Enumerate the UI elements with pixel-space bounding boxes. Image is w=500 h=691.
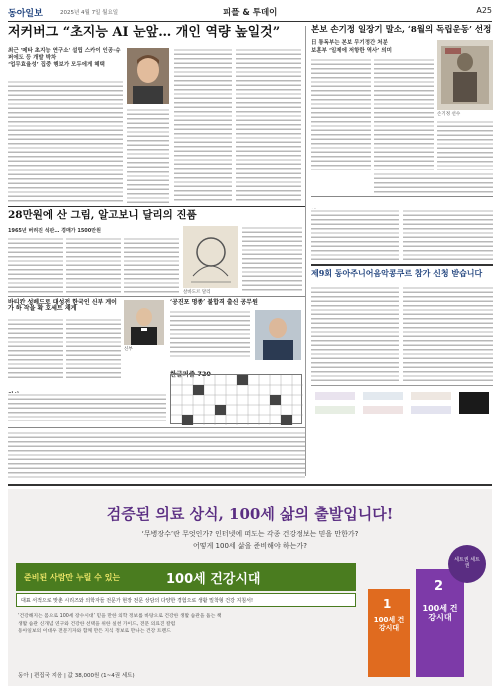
zuckerberg-body-col1 <box>8 80 123 203</box>
book-title: 100세 건강시대 <box>373 616 405 632</box>
ad-line2: 어떻게 100세 삶을 준비해야 하는가? <box>193 542 307 550</box>
section-title: 피플 & 투데이 <box>223 8 278 18</box>
crossword-grid-icon <box>171 375 303 425</box>
quiz-header <box>170 361 302 378</box>
bugo-body-col1 <box>311 209 399 261</box>
bugo-wrap <box>311 199 493 209</box>
ad-badge-title: 100세 건강시대 <box>166 572 261 587</box>
bonjo-body-col4 <box>374 172 493 194</box>
dali-headline[interactable]: 28만원에 산 그림, 알고보니 달리의 진품 <box>8 209 197 221</box>
page-number: A25 <box>476 6 492 15</box>
zuckerberg-photo <box>127 48 169 104</box>
bonjo-headline[interactable]: 본보 손기정 일장기 말소, ‘8월의 독립운동’ 선정 <box>311 25 492 35</box>
dali-painting-photo <box>183 226 238 288</box>
archival-photo-image <box>437 40 493 110</box>
bonjo-subhead: 보훈부 ‘일제에 저항한 역사’ 의미 <box>311 48 392 54</box>
zuckerberg-subhead: ‘업무효율성’ 집중 행보가 모두에게 혜택 <box>8 62 105 68</box>
priest-portrait-image <box>124 300 164 345</box>
bonjo-lead: 日 통독부는 본보 무기정간 처분 <box>311 40 388 46</box>
zuckerberg-body-col1b <box>127 108 169 203</box>
ad-strip-text: 대표 서적으로 맞춘 시리즈와 의학자들 전문가 현장 전문 상담의 다양한 경험으로 생활 밀착형 건강 지침서! <box>21 598 253 604</box>
priest-caption: 신부 <box>124 347 133 352</box>
newspaper-logo[interactable]: 동아일보 <box>8 9 43 19</box>
sponsor-logos <box>311 385 493 425</box>
quiz-title: 한글퍼즐 720 <box>170 370 211 378</box>
notice-body-col1 <box>311 286 399 381</box>
dali-body-col3 <box>124 237 179 293</box>
ad-top-rule <box>8 484 492 486</box>
sponsor-logo-6 <box>411 406 451 414</box>
people-label-wrap <box>8 382 166 392</box>
bottom-left-body <box>8 431 305 479</box>
section-rule <box>8 296 305 297</box>
ad-bullet: 생활 습관 신개념 연구와 건강한 선택을 위한 실천 가이드, 전문 의료진 칼럼 <box>18 621 176 627</box>
sponsor-logo-4 <box>315 406 355 414</box>
ad-green-banner <box>16 563 356 591</box>
priest-body-col1 <box>8 318 63 378</box>
section-rule <box>311 264 493 266</box>
book-advertisement[interactable] <box>8 489 492 686</box>
priest-body-col2 <box>66 318 121 378</box>
official-headline[interactable]: ‘공진포 명종’ 불합격 출신 공무원 <box>170 299 258 306</box>
portrait-image <box>127 48 169 104</box>
set-badge <box>448 545 486 583</box>
official-portrait-image <box>255 310 301 360</box>
ad-strip <box>16 593 356 607</box>
people-body <box>8 393 166 421</box>
section-rule <box>8 427 305 428</box>
ad-bullet-list <box>18 613 354 636</box>
ad-headline: 검증된 의료 상식, 100세 삶의 출발입니다! <box>106 505 394 523</box>
set-badge-text: 세트권 세트권 <box>454 557 480 569</box>
painting-image <box>183 226 238 288</box>
book-title: 100세 건강시대 <box>422 604 458 622</box>
sun-kijung-photo <box>437 40 493 110</box>
ad-bullet: ‘건강해지는 몸으로 100세 장수시대’ 믿을 만한 의학 정보를 바탕으로 건강한 생활 습관을 돕는 책 <box>18 614 222 619</box>
section-rule <box>311 196 493 197</box>
section-rule <box>8 206 305 207</box>
zuckerberg-headline[interactable]: 저커버그 “초지능 AI 눈앞… 개인 역량 높일것” <box>8 25 281 40</box>
book-volume: 2 <box>434 579 444 594</box>
ad-badge-left: 준비된 사람만 누릴 수 있는 <box>24 573 121 582</box>
book-volume: 1 <box>383 597 392 611</box>
bonjo-body-col1 <box>311 58 371 170</box>
ad-bullet: 동아일보의 이대우 전문기자와 함께 만든 지식 정보로 만나는 건강 트렌드 <box>18 629 171 635</box>
bugo-body-col2 <box>403 209 493 261</box>
priest-photo <box>124 300 164 345</box>
official-photo <box>255 310 301 360</box>
notice-body-col2 <box>403 286 493 381</box>
official-body-col1 <box>170 310 250 358</box>
bonjo-body-col3 <box>437 120 493 170</box>
issue-date: 2025년 4월 7일 월요일 <box>60 10 119 16</box>
ad-footer: 동아 | 편집국 지음 | 값 38,000원 (1~4권 세트) <box>18 673 135 679</box>
quiz-grid[interactable] <box>170 374 302 424</box>
dali-caption: 살바도르 달리 <box>183 290 211 295</box>
masthead <box>8 4 492 22</box>
column-divider <box>305 26 306 476</box>
book-cover-2[interactable] <box>416 569 464 677</box>
dali-body-col1 <box>8 237 63 293</box>
zuckerberg-lead: 최근 '메타 초지능 연구소' 설립 스카이 인공·슈퍼에도 등 개발 박차 <box>8 48 121 62</box>
sponsor-logo-3 <box>411 392 451 400</box>
priest-headline[interactable]: 바티칸 성베드로 대성전 한국인 신부 게이 가 하 작을 확 호세트 재게 <box>8 299 117 313</box>
zuckerberg-body-col3 <box>236 48 301 203</box>
book-cover-1[interactable] <box>368 589 410 677</box>
notice-headline[interactable]: 제9회 동아주니어음악콩쿠르 참가 신청 받습니다 <box>311 268 483 278</box>
sun-caption: 손기정 선수 <box>437 112 461 117</box>
ad-line1: ‘무병장수’란 무엇인가? 인터넷에 떠도는 각종 건강정보는 믿을 만한가? <box>141 530 359 538</box>
sponsor-logo-2 <box>363 392 403 400</box>
dali-subhead: 1965년 버려진 석판… 경매가 1500만원 <box>8 228 101 234</box>
dali-body-col4 <box>242 226 302 293</box>
sponsor-logo-1 <box>315 392 355 400</box>
sponsor-logo-7 <box>459 392 489 414</box>
dali-body-col2 <box>66 237 121 293</box>
bonjo-body-col2 <box>374 58 434 170</box>
sponsor-logo-5 <box>363 406 403 414</box>
zuckerberg-body-col2 <box>174 48 232 203</box>
